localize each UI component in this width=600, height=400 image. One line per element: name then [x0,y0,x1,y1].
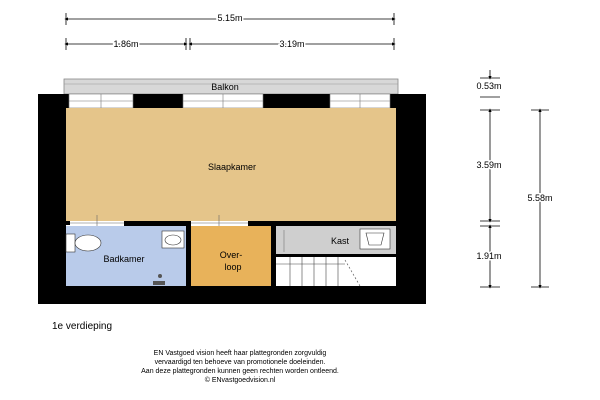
disclaimer-line: vervaardigd ten behoeve van promotionele doeleinden. [154,359,326,366]
sink-icon [162,231,184,248]
bathroom-label: Badkamer [103,254,145,264]
interior-wall [276,254,396,257]
dimension-total-width-label: 5.15m [217,13,243,23]
disclaimer-line: EN Vastgoed vision heeft haar plattegronden zorgvuldig [153,350,327,357]
interior-wall [186,221,191,286]
washbasin-icon [360,229,390,249]
toilet-icon [66,234,101,252]
balcony-label: Balkon [211,82,239,92]
bedroom-label: Slaapkamer [207,162,257,172]
dimension-right-width-label: 3.19m [279,39,305,49]
interior-wall [66,221,396,226]
dimension-left-width-label: 1.86m [113,39,139,49]
dimension-total-depth-label: 5.58m [527,193,553,203]
closet-label: Kast [330,236,350,246]
landing-label-line2: loop [224,262,242,272]
landing-label-line1: Over- [219,250,243,260]
disclaimer [0,349,480,385]
dimension-lower-depth-label: 1.91m [476,251,502,261]
dimension-balcony-depth-label: 0.53m [476,81,502,91]
floor-label: 1e verdieping [52,321,113,332]
staircase [276,257,396,286]
window [330,94,390,108]
dimension-bedroom-depth-label: 3.59m [476,160,502,170]
copyright-line: © ENvastgoedvision.nl [204,377,276,384]
disclaimer-line: Aan deze plattegronden kunnen geen rechten worden ontleend. [141,368,339,375]
interior-wall [271,226,276,286]
window [183,94,263,108]
window [69,94,133,108]
